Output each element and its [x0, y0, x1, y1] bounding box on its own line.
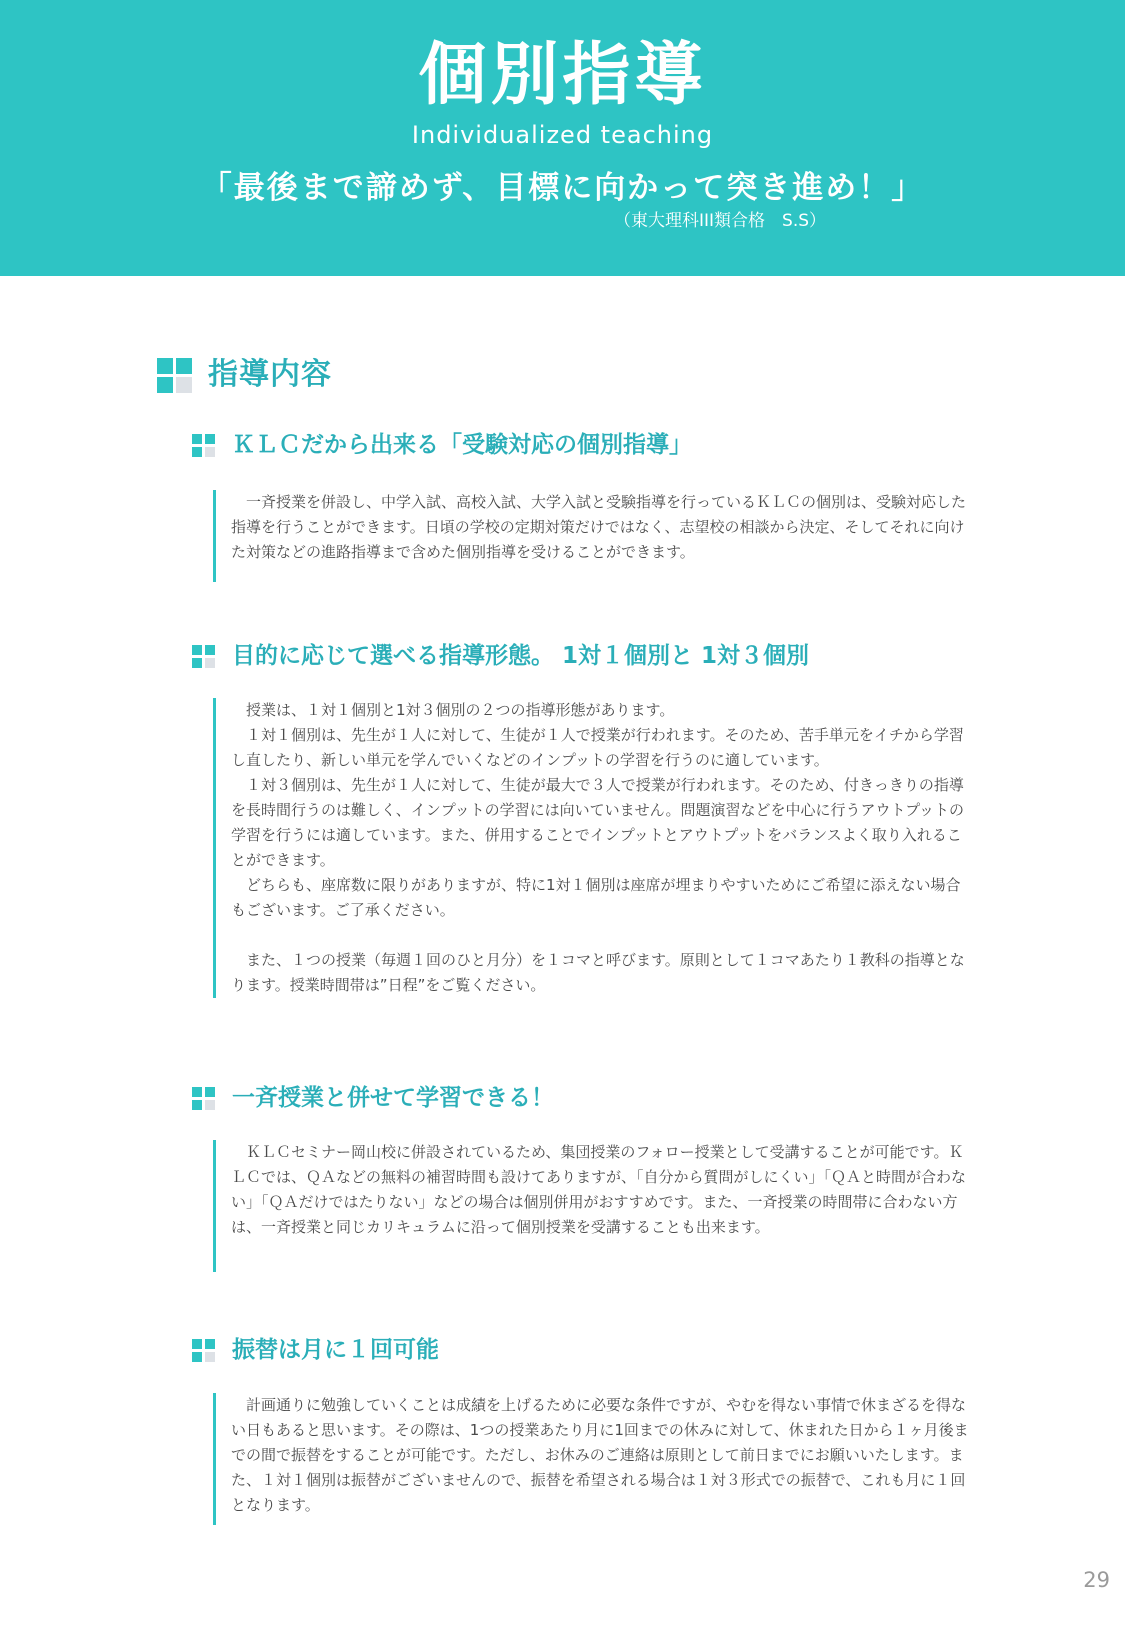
subsection-title: 一斉授業と併せて学習できる！: [232, 1085, 554, 1111]
paragraph: ＫＬＣセミナー岡山校に併設されているため、集団授業のフォロー授業として受講することが可能です。ＫＬＣでは、ＱＡなどの無料の補習時間も設けてありますが、「自分から質問がしにくい」「ＱＡと時間が合わない」「ＱＡだけではたりない」などの場合は個別併用がおすすめです。また、一斉授業の時間帯に合わない方は、一斉授業と同じカリキュラムに沿って個別授業を受講することも出来ます。: [231, 1143, 967, 1236]
subsection-heading: [192, 429, 692, 461]
slogan: 「最後まで諦めず、目標に向かって突き進め！」: [200, 170, 925, 206]
subsection-body: [213, 698, 973, 998]
squares-icon: [192, 645, 215, 668]
subsection-body: [213, 1393, 973, 1525]
paragraph: 授業は、１対１個別と1対３個別の２つの指導形態があります。: [246, 701, 675, 719]
header-banner: [0, 0, 1125, 276]
paragraph: 計画通りに勉強していくことは成績を上げるために必要な条件ですが、やむを得ない事情で休まざるを得ない日もあると思います。その際は、1つの授業あたり月に1回までの休みに対して、休まれた日から１ヶ月後までの間で振替をすることが可能です。ただし、お休みのご連絡は原則として前日までにお願いいたします。また、１対１個別は振替がございませんので、振替を希望される場合は１対３形式での振替で、これも月に１回となります。: [231, 1396, 969, 1514]
subsection-heading: [192, 640, 809, 672]
page-subtitle: Individualized teaching: [411, 121, 714, 149]
squares-icon: [192, 1339, 215, 1362]
paragraph: どちらも、座席数に限りがありますが、特に1対１個別は座席が埋まりやすいためにご希望に添えない場合もございます。ご了承ください。: [231, 876, 961, 919]
subsection-title: 目的に応じて選べる指導形態。 1対１個別と 1対３個別: [232, 643, 810, 669]
section-title: 指導内容: [208, 357, 332, 392]
squares-icon: [157, 358, 192, 393]
subsection-heading: [192, 1334, 439, 1366]
section-heading: [157, 356, 332, 394]
subsection-body: [213, 1140, 973, 1272]
subsection-title: ＫＬＣだから出来る「受験対応の個別指導」: [232, 432, 692, 458]
subsection-heading: [192, 1082, 554, 1114]
subsection-body: [213, 490, 973, 582]
paragraph: １対３個別は、先生が１人に対して、生徒が最大で３人で授業が行われます。そのため、付きっきりの指導を長時間行うのは難しく、インプットの学習には向いていません。問題演習などを中心に行うアウトプットの学習を行うには適しています。また、併用することでインプットとアウトプットをバランスよく取り入れることができます。: [231, 776, 965, 869]
slogan-attribution: （東大理科III類合格 S.S）: [614, 211, 827, 231]
paragraph: また、１つの授業（毎週１回のひと月分）を１コマと呼びます。原則として１コマあたり１教科の指導となります。授業時間帯は”日程”をご覧ください。: [231, 951, 965, 994]
page-number: 29: [1083, 1568, 1110, 1592]
squares-icon: [192, 434, 215, 457]
squares-icon: [192, 1087, 215, 1110]
subsection-title: 振替は月に１回可能: [232, 1337, 439, 1363]
paragraph: １対１個別は、先生が１人に対して、生徒が１人で授業が行われます。そのため、苦手単元をイチから学習し直したり、新しい単元を学んでいくなどのインプットの学習を行うのに適しています。: [231, 726, 964, 769]
paragraph: 一斉授業を併設し、中学入試、高校入試、大学入試と受験指導を行っているＫＬＣの個別は、受験対応した指導を行うことができます。日頃の学校の定期対策だけではなく、志望校の相談から決定、そしてそれに向けた対策などの進路指導まで含めた個別指導を受けることができます。: [231, 493, 967, 561]
page-title: 個別指導: [418, 36, 707, 115]
